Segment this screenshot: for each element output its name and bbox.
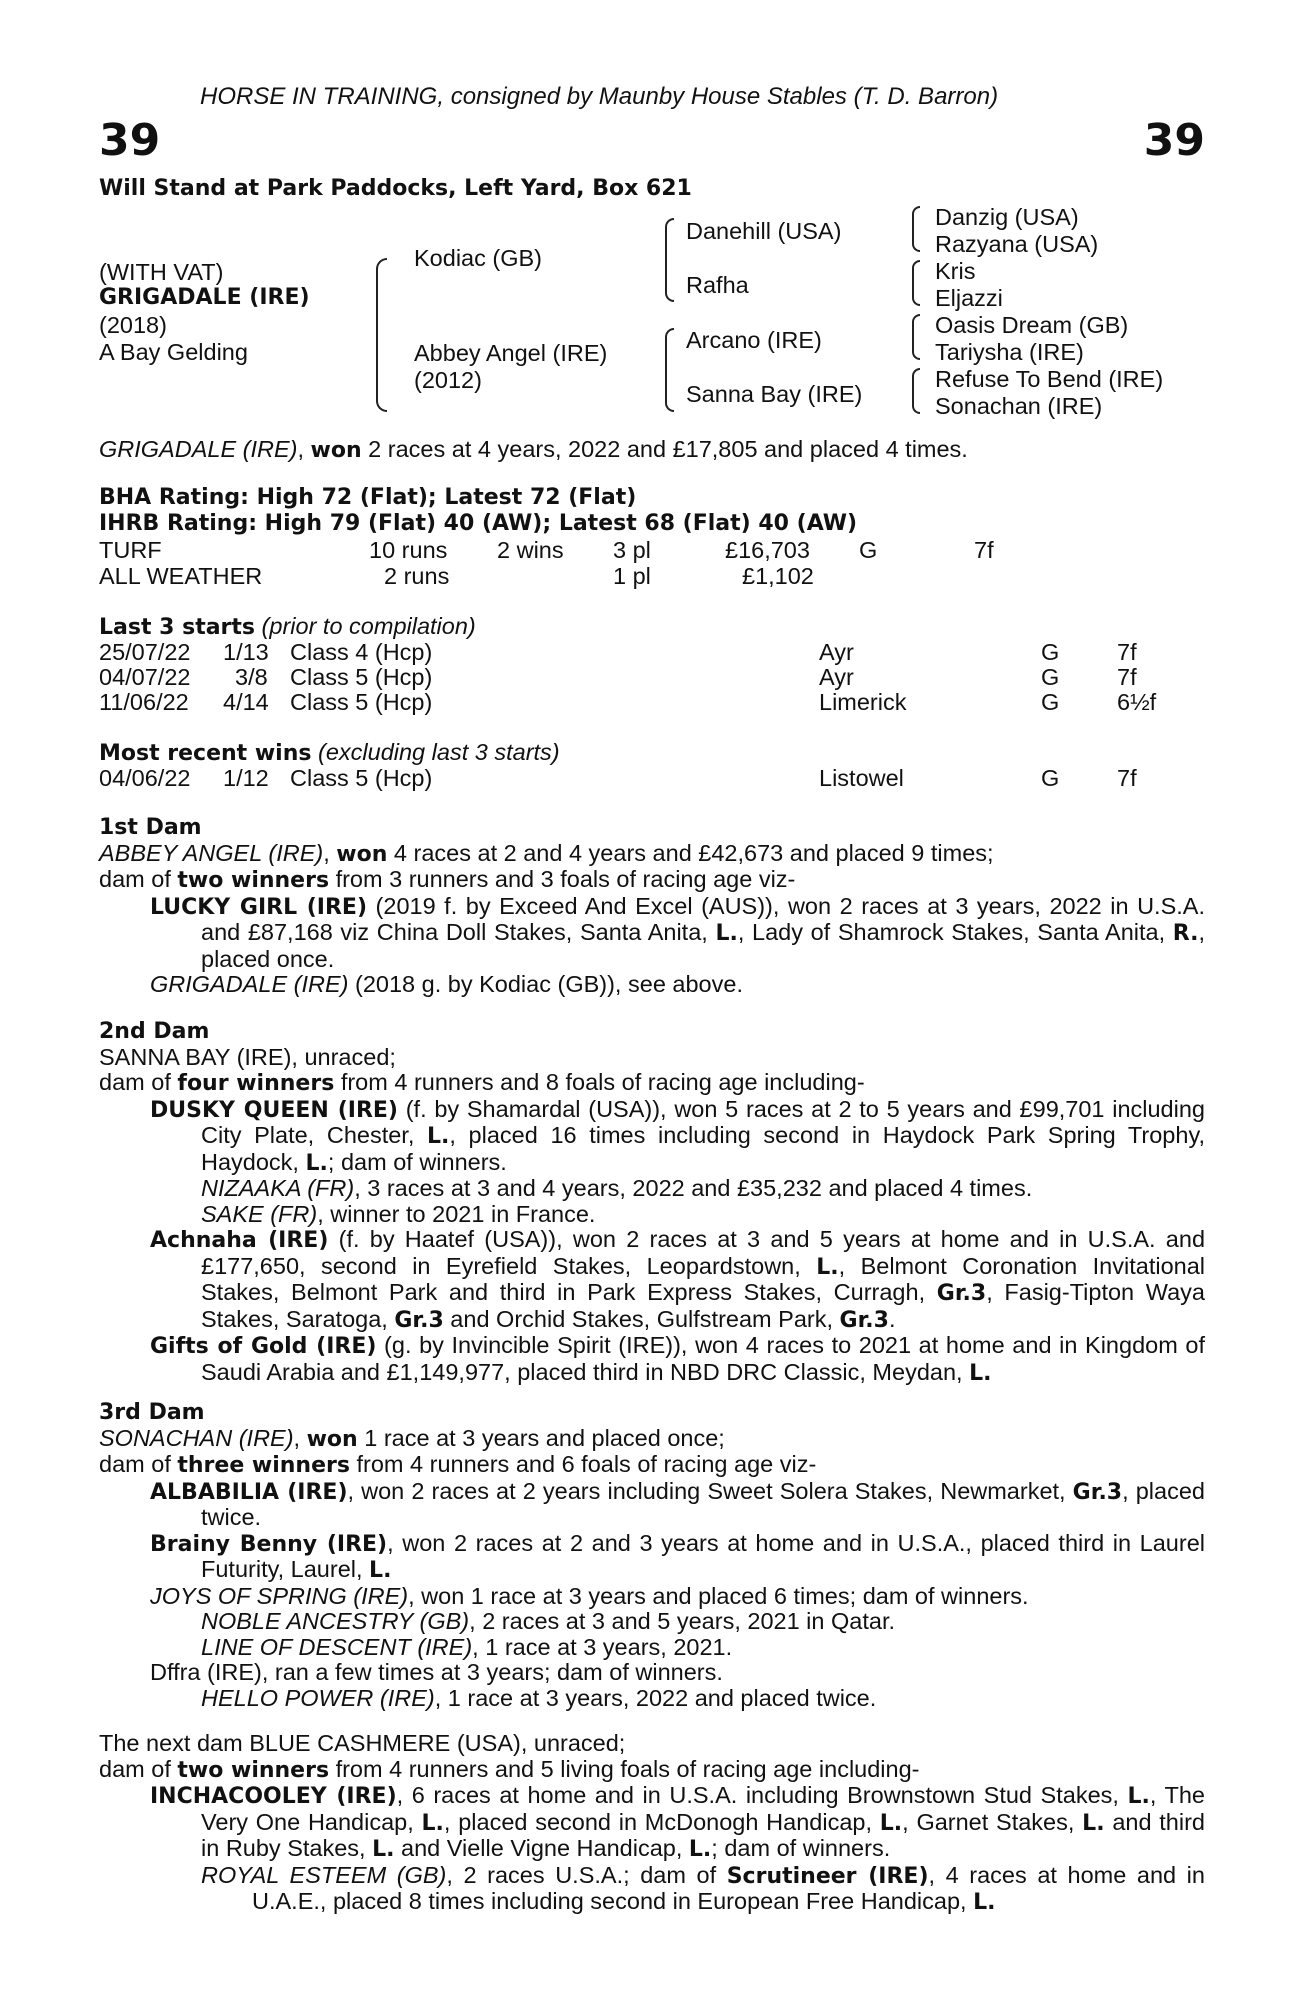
grand-progeny-entry [99,1863,1205,1916]
progeny-entry [99,1584,1205,1610]
won-label: won [336,841,388,867]
text: , 2 races at 3 and 5 years, 2021 in Qatar. [469,1608,896,1634]
gg-ddd: Sonachan (IRE) [935,393,1103,419]
winners-count: four winners [177,1071,335,1096]
start-row [99,664,1205,690]
listed-mark: L. [715,921,738,946]
gg-dds: Refuse To Bend (IRE) [935,366,1164,392]
grand-progeny-entry [99,1635,1205,1661]
record-prize: £16,703 [725,537,810,563]
second-dam-record: SANNA BAY (IRE), unraced; [99,1043,396,1070]
record-wins: 2 wins [497,537,564,563]
grand-progeny-entry [99,1176,1205,1202]
consignor-line: HORSE IN TRAINING, consigned by Maunby House Stables (T. D. Barron) [200,83,999,110]
text: from 4 runners and 8 foals of racing age including- [334,1069,865,1095]
text: , placed once. [201,919,1206,972]
progeny-name: DUSKY QUEEN (IRE) [150,1097,398,1123]
text: , 1 race at 3 years, 2022 and placed twice. [434,1684,877,1711]
pedigree-brace-dam [665,328,674,412]
last3-title: Last 3 starts [99,615,256,640]
progeny-name: LUCKY GIRL (IRE) [150,894,368,920]
record-placed: 3 pl [613,537,651,563]
win-distance: 7f [1117,765,1137,791]
second-dam-heading: 2nd Dam [99,1019,210,1044]
gg-sdd: Eljazzi [935,285,1003,311]
listed-mark: L. [688,1837,712,1862]
text: (2019 f. by Exceed And Excel (AUS)), won 2 races at 3 years, 2022 in U.S.A. and £87,168 viz China Doll Stakes, Santa Anita, [201,892,1205,945]
text: dam of [99,1451,178,1477]
start-going: G [1041,689,1060,715]
listed-mark: L. [421,1810,444,1836]
third-dam-heading: 3rd Dam [99,1400,205,1425]
text: , winner to 2021 in France. [317,1200,596,1227]
summary-horse-name: GRIGADALE (IRE) [99,436,298,462]
record-runs: 2 runs [384,563,450,589]
next-dam-section [99,1731,1205,1916]
next-dam-produce [99,1757,1205,1784]
text: dam of [99,1755,178,1782]
recent-wins-title: Most recent wins [99,741,312,766]
second-dam-section [99,1019,1205,1386]
progeny-name: GRIGADALE (IRE) [150,971,349,997]
start-distance: 6½f [1117,689,1157,715]
record-distance: 7f [974,537,994,563]
text: and Vielle Vigne Handicap, [394,1835,689,1861]
win-going: G [1041,765,1060,791]
text: , Garnet Stakes, [902,1808,1083,1835]
win-row [99,765,1205,791]
grand-progeny-entry [99,1202,1205,1228]
record-row-turf [99,537,1205,563]
progeny-entry [99,894,1205,973]
listed-mark: L. [816,1254,839,1280]
text: , 2 races U.S.A.; dam of [446,1861,727,1888]
text: , 4 races at home and in U.A.E., placed 8 times including second in European Free Handicap, [252,1861,1205,1914]
text: , won 2 races at 2 years including Sweet Solera Stakes, Newmarket, [347,1477,1073,1504]
winners-count: three winners [177,1453,350,1478]
grand-progeny-name: NIZAAKA (FR) [201,1175,355,1201]
dam-name: Abbey Angel (IRE) [414,340,608,366]
progeny-entry [99,1479,1205,1531]
sire-name: Kodiac (GB) [414,245,542,271]
start-race: Class 4 (Hcp) [290,639,433,665]
start-date: 04/07/22 [99,664,191,690]
text: (g. by Invincible Spirit (IRE)), won 4 races to 2021 at home and in Kingdom of Saudi Arabia and £1,149,977, placed third in NBD DRC Classic, Meydan, [201,1332,1205,1385]
record-prize: £1,102 [742,563,814,589]
start-distance: 7f [1117,639,1137,665]
progeny-entry [99,1097,1205,1177]
third-dam-record: SONACHAN (IRE), won 1 race at 3 years and placed once; [99,1424,725,1452]
summary-text: 2 races at 4 years, 2022 and £17,805 and placed 4 times. [361,436,968,462]
text: , Fasig-Tipton Waya Stakes, Saratoga, [201,1279,1205,1332]
text: ; dam of winners. [327,1148,507,1175]
progeny-entry [99,1333,1205,1386]
pedigree-brace-ss [912,206,920,252]
grand-progeny-name: NOBLE ANCESTRY (GB) [201,1608,470,1634]
group-mark: Gr.3 [394,1307,444,1333]
stand-location: Will Stand at Park Paddocks, Left Yard, Box 621 [99,176,692,201]
listed-mark: L. [1127,1784,1150,1809]
text: , 3 races at 3 and 4 years, 2022 and £35,232 and placed 4 times. [354,1175,1033,1201]
text: , placed twice. [201,1477,1205,1530]
text: from 3 runners and 3 foals of racing age viz- [329,866,796,892]
progeny-entry [99,1227,1205,1333]
progeny-name: Gifts of Gold (IRE) [150,1334,377,1359]
horse-name: GRIGADALE (IRE) [99,285,310,310]
record-going: G [859,537,878,563]
start-row [99,689,1205,715]
start-position: 4/14 [223,689,269,715]
sire-dam: Rafha [686,272,749,298]
first-dam-produce [99,867,1205,894]
progeny-name: Brainy Benny (IRE) [150,1531,388,1557]
progeny-entry [99,972,1205,998]
text: from 4 runners and 6 foals of racing age viz- [349,1451,817,1477]
recent-wins-note: (excluding last 3 starts) [311,739,560,765]
gg-dss: Oasis Dream (GB) [935,312,1129,338]
progeny-name: ALBABILIA (IRE) [150,1479,348,1505]
pedigree-brace-dd [912,368,920,414]
text: (f. by Shamardal (USA)), won 5 races at 2 to 5 years and £99,701 including City Plate, Chester, [201,1095,1205,1148]
winners-count: two winners [177,868,330,893]
record-surface: TURF [99,537,162,563]
text: and Orchid Stakes, Gulfstream Park, [443,1305,840,1332]
start-course: Limerick [819,689,907,715]
vat-note: (WITH VAT) [99,259,224,285]
listed-mark: L. [372,1837,395,1862]
next-dam-record: The next dam BLUE CASHMERE (USA), unraced; [99,1730,626,1756]
gg-sds: Kris [935,258,976,284]
dam-record-text: 4 races at 2 and 4 years and £42,673 and placed 9 times; [387,839,994,866]
listed-mark: L. [969,1360,992,1386]
won-label: won [306,1426,358,1452]
progeny-name: JOYS OF SPRING (IRE) [150,1582,409,1609]
start-position: 3/8 [235,664,268,690]
first-dam-record: ABBEY ANGEL (IRE), won 4 races at 2 and 4 years and £42,673 and placed 9 times; [99,839,994,867]
text: dam of [99,1069,178,1095]
summary-won: won [310,438,362,463]
record-row-aw [99,563,1205,589]
win-position: 1/12 [223,765,269,791]
listed-mark: L. [879,1810,903,1836]
text: , placed 16 times including second in Haydock Park Spring Trophy, Haydock, [201,1122,1205,1175]
start-race: Class 5 (Hcp) [290,689,433,715]
first-dam-section [99,815,1205,998]
grand-progeny-entry [99,1686,1205,1712]
start-going: G [1041,664,1060,690]
sire-sire: Danehill (USA) [686,218,842,244]
text: . [888,1305,896,1332]
listed-mark: L. [369,1558,392,1583]
grand-progeny-name: LINE OF DESCENT (IRE) [201,1633,473,1660]
pedigree-brace-sire [665,218,674,302]
race-summary: GRIGADALE (IRE), won 2 races at 4 years, 2022 and £17,805 and placed 4 times. [99,436,968,463]
start-race: Class 5 (Hcp) [290,664,433,690]
start-date: 25/07/22 [99,639,191,665]
text: from 4 runners and 5 living foals of racing age including- [329,1755,920,1782]
dam-year: (2012) [414,367,482,393]
win-course: Listowel [819,765,904,791]
text: 1 race at 3 years and placed once; [357,1424,725,1451]
third-dam-section [99,1400,1205,1711]
winners-count: two winners [177,1757,330,1783]
text: (f. by Haatef (USA)), won 2 races at 3 and 5 years at home and in U.S.A. and £177,650, second in Eyrefield Stakes, Leopardstown, [201,1226,1206,1279]
text: (2018 g. by Kodiac (GB)), see above. [348,971,743,997]
listed-mark: L. [305,1150,328,1176]
third-dam-produce [99,1452,1205,1479]
progeny-entry [99,1531,1205,1584]
pedigree-brace-main [376,258,387,412]
start-distance: 7f [1117,664,1137,690]
text: , won 1 race at 3 years and placed 6 times; dam of winners. [408,1582,1029,1609]
progeny-entry [99,1783,1205,1863]
pedigree-brace-ds [912,314,920,360]
start-position: 1/13 [223,639,269,665]
notable-progeny-name: Scrutineer (IRE) [726,1863,929,1889]
text: ; dam of winners. [711,1835,891,1861]
gg-ssd: Razyana (USA) [935,231,1099,257]
text: , Lady of Shamrock Stakes, Santa Anita, [737,919,1173,945]
text: , won 2 races at 2 and 3 years at home and in U.S.A., placed third in Laurel Futurity, Laurel, [201,1529,1205,1582]
gg-dsd: Tariysha (IRE) [935,339,1084,365]
lot-number-right: 39 [1143,115,1205,166]
progeny-name: Achnaha (IRE) [150,1228,329,1253]
progeny-entry: Dffra (IRE), ran a few times at 3 years; dam of winners. [150,1659,723,1685]
gg-sss: Danzig (USA) [935,204,1079,230]
grand-progeny-name: ROYAL ESTEEM (GB) [201,1861,447,1888]
pedigree-brace-sd [912,260,920,306]
bha-rating: BHA Rating: High 72 (Flat); Latest 72 (Flat) [99,485,637,510]
text: and third in Ruby Stakes, [201,1808,1205,1861]
listed-mark: L. [973,1890,996,1915]
dam-sire: Arcano (IRE) [686,327,822,353]
start-row [99,639,1205,665]
text: , 6 races at home and in U.S.A. including Brownstown Stud Stakes, [396,1782,1128,1808]
text: dam of [99,866,178,892]
text: , placed second in McDonogh Handicap, [443,1808,880,1835]
record-surface: ALL WEATHER [99,563,263,589]
text: , The Very One Handicap, [201,1782,1205,1835]
recent-wins-heading [99,739,560,767]
text: , 1 race at 3 years, 2021. [472,1633,733,1660]
listed-mark: L. [1082,1810,1105,1836]
last3-note: (prior to compilation) [255,613,476,639]
dam-name: SONACHAN (IRE) [99,1424,294,1451]
group-mark: Gr.3 [1072,1479,1123,1505]
grand-progeny-entry [99,1609,1205,1635]
progeny-name: INCHACOOLEY (IRE) [150,1784,397,1809]
grand-progeny-name: SAKE (FR) [201,1200,318,1227]
last3-heading [99,613,476,641]
ihrb-rating: IHRB Rating: High 79 (Flat) 40 (AW); Latest 68 (Flat) 40 (AW) [99,511,858,536]
group-mark: Gr.3 [936,1281,987,1306]
start-going: G [1041,639,1060,665]
start-course: Ayr [819,639,854,665]
text: , Belmont Coronation Invitational Stakes, Belmont Park and third in Park Express Stakes, Curragh, [201,1252,1205,1305]
lot-number-left: 39 [99,115,161,166]
grand-progeny-name: HELLO POWER (IRE) [201,1684,435,1711]
record-placed: 1 pl [613,563,651,589]
first-dam-heading: 1st Dam [99,815,202,840]
start-date: 11/06/22 [99,689,189,715]
record-runs: 10 runs [369,537,448,563]
dam-dam: Sanna Bay (IRE) [686,381,863,407]
win-race: Class 5 (Hcp) [290,765,433,791]
group-mark: Gr.3 [839,1307,889,1333]
horse-year: (2018) [99,312,167,338]
start-course: Ayr [819,664,854,690]
listed-mark: L. [427,1124,450,1149]
horse-description: A Bay Gelding [99,339,248,365]
restricted-mark: R. [1172,921,1199,946]
second-dam-produce [99,1070,1205,1097]
dam-name: ABBEY ANGEL (IRE) [99,839,324,866]
win-date: 04/06/22 [99,765,191,791]
